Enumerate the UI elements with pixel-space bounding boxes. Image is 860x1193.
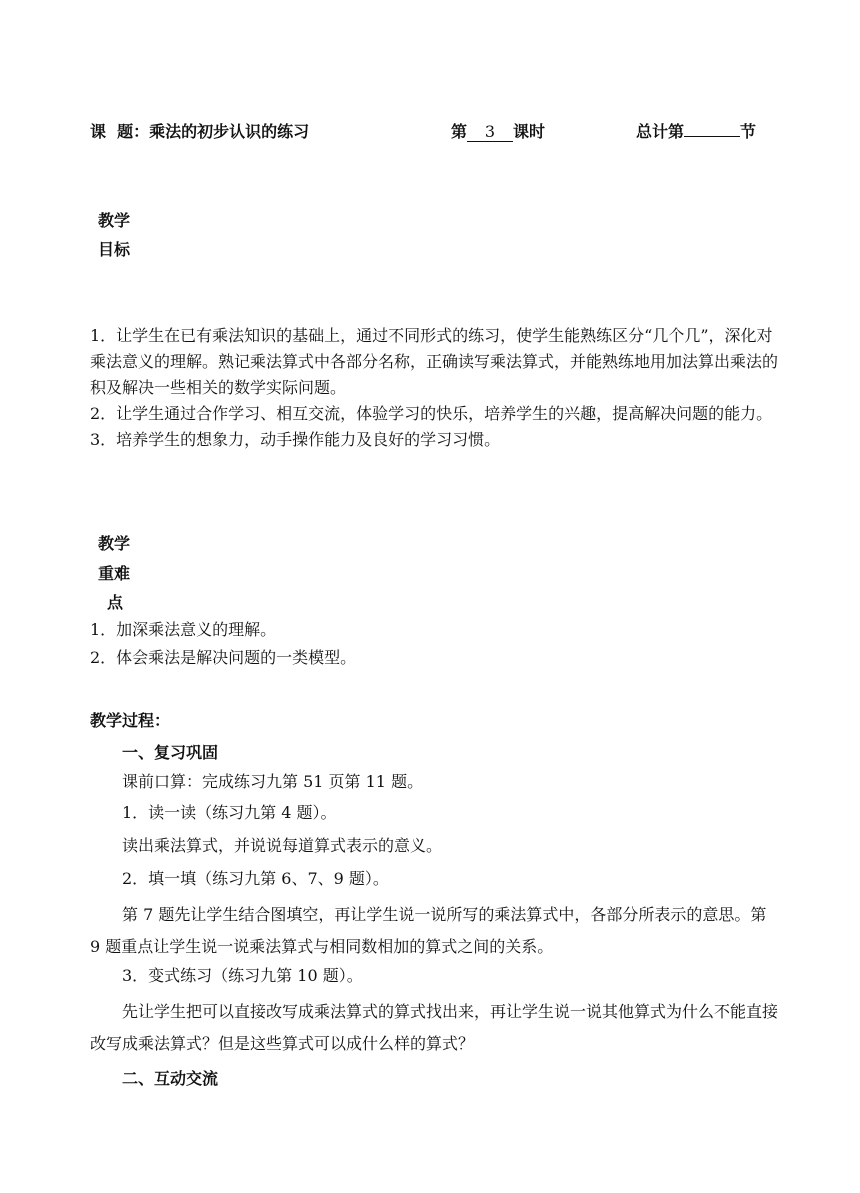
lesson-number [451,119,545,142]
lesson-number-value: 3 [467,123,513,142]
title-text: 乘法的初步认识的练习 [149,122,310,141]
keypoints-label-3: 点 [107,593,124,612]
section-title-review: 一、复习巩固 [122,743,219,762]
process-line: 2．填一填（练习九第 6、7、9 题）。 [122,869,389,888]
total-prefix: 总计第 [636,122,685,141]
objective-item: 2．让学生通过合作学习、相互交流，体验学习的快乐，培养学生的兴趣，提高解决问题的能力。 [90,404,773,423]
process-paragraph-2: 先让学生把可以直接改写成乘法算式的算式找出来，再让学生说一说其他算式为什么不能直接改写成乘法算式？但是这些算式可以成什么样的算式？ [90,1002,779,1053]
total-count [636,119,756,142]
objective-item: 1．让学生在已有乘法知识的基础上，通过不同形式的练习，使学生能熟练区分“几个几”，深化对乘法意义的理解。熟记乘法算式中各部分名称，正确读写乘法算式，并能熟练地用加法算出乘法的积及解决一些相关的数学实际问题。 [90,326,779,397]
objective-item: 3．培养学生的想象力，动手操作能力及良好的学习习惯。 [90,430,501,449]
objectives-list [90,323,780,453]
total-suffix: 节 [740,122,757,141]
process-line: 读出乘法算式，并说说每道算式表示的意义。 [122,836,443,855]
total-number-value [684,136,740,137]
objectives-label-1: 教学 [98,211,131,230]
process-paragraph-1: 第 7 题先让学生结合图填空，再让学生说一说所写的乘法算式中，各部分所表示的意思。第 9 题重点让学生说一说乘法算式与相同数相加的算式之间的关系。 [90,905,767,956]
process-line: 1．读一读（练习九第 4 题）。 [122,803,337,822]
process-line: 课前口算：完成练习九第 51 页第 11 题。 [122,772,424,791]
objectives-label-2: 目标 [98,240,131,259]
keypoint-item: 2．体会乘法是解决问题的一类模型。 [90,648,357,667]
lesson-prefix: 第 [451,122,468,141]
lesson-suffix: 课时 [513,122,546,141]
title-prefix: 课 题： [90,122,150,141]
process-line-variant: 3．变式练习（练习九第 10 题）。 [122,966,363,985]
lesson-title [90,119,309,142]
keypoint-item: 1．加深乘法意义的理解。 [90,620,277,639]
keypoints-label-2: 重难 [98,564,131,583]
keypoints-label-1: 教学 [98,534,131,553]
section-title-interaction: 二、互动交流 [122,1069,219,1088]
process-label: 教学过程： [90,711,171,730]
